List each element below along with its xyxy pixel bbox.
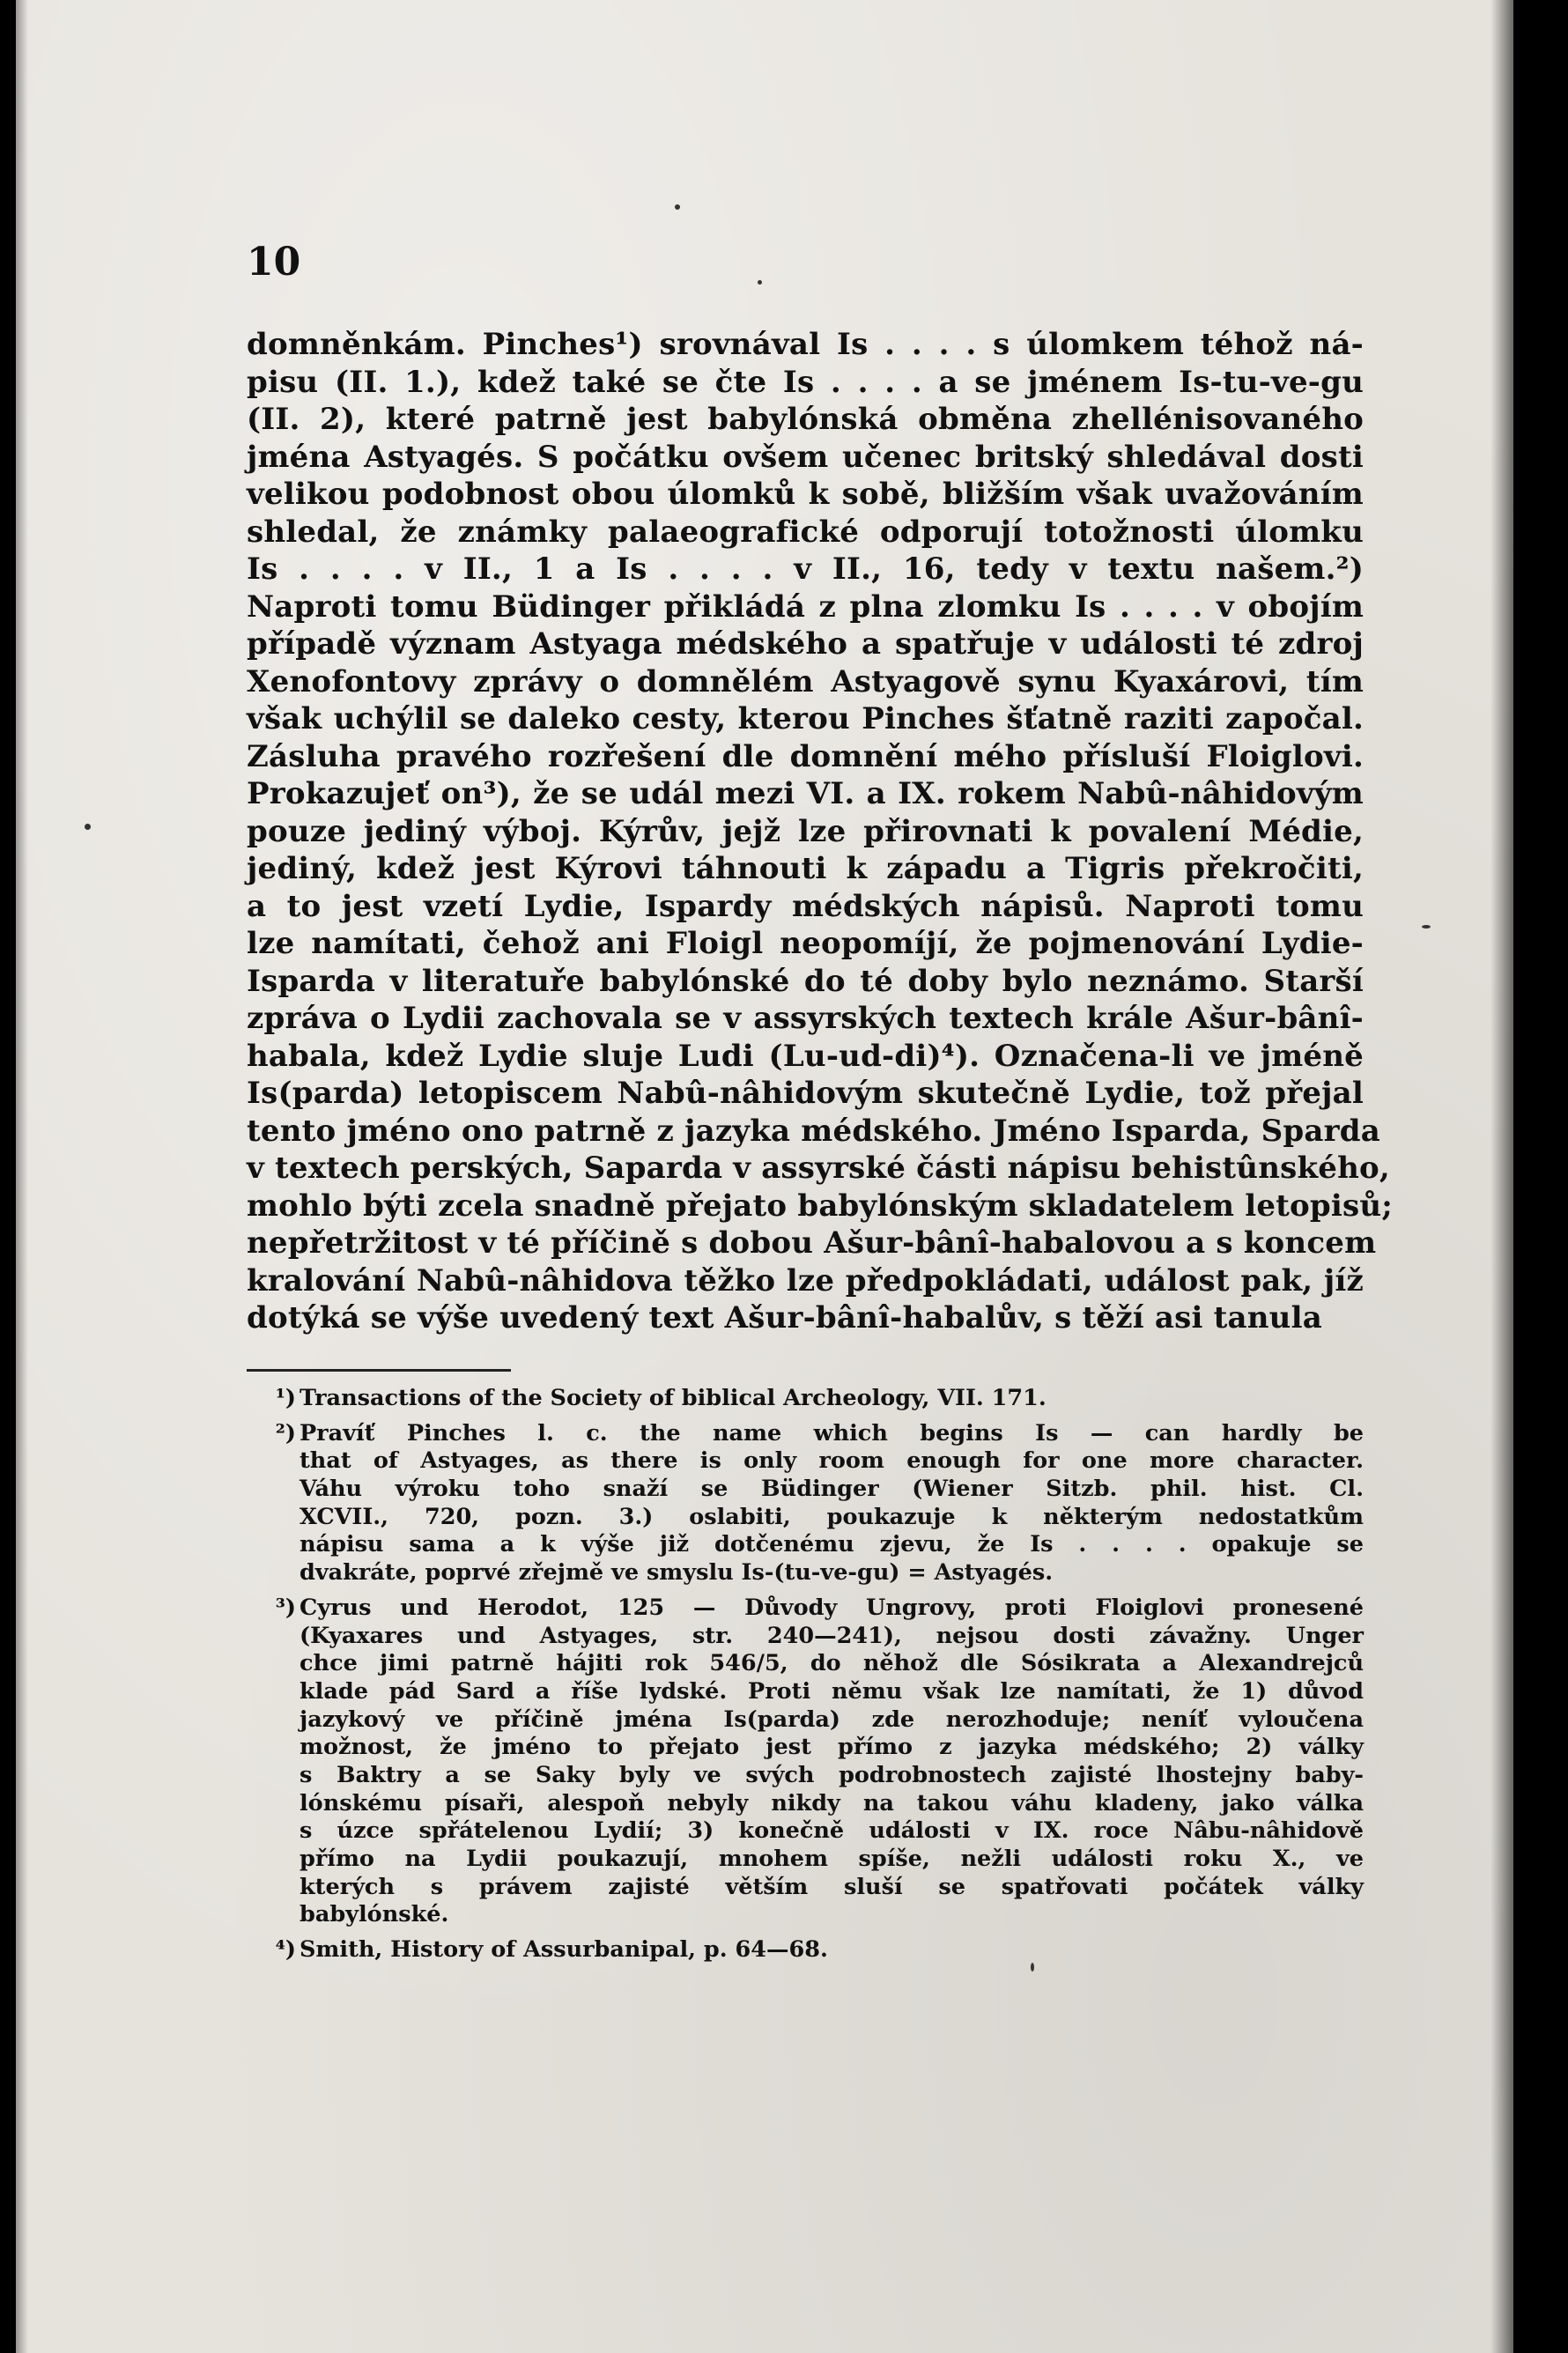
footnote-line: možnost, že jméno to přejato jest přímo z jazyka médského; 2) války xyxy=(300,1734,1364,1761)
footnote-3 xyxy=(275,1594,1364,1929)
body-line: Naproti tomu Büdinger přikládá z plna zlomku Is . . . . v obojím xyxy=(247,588,1364,625)
body-line: však uchýlil se daleko cesty, kterou Pinches šťatně raziti započal. xyxy=(247,701,1364,736)
body-line: Zásluha pravého rozřešení dle domnění mého přísluší Floiglovi. xyxy=(247,738,1364,774)
body-line: Xenofontovy zprávy o domnělém Astyagově synu Kyaxárovi, tím xyxy=(247,663,1364,699)
footnote-marker: ²) xyxy=(275,1419,296,1447)
scan-speck xyxy=(85,824,91,830)
footnote-line: dvakráte, poprvé zřejmě ve smyslu Is-(tu-ve-gu) = Astyagés. xyxy=(300,1559,1054,1587)
scan-speck xyxy=(1031,1963,1034,1972)
footnote-line: Smith, History of Assurbanipal, p. 64—68. xyxy=(300,1936,828,1964)
body-line: Prokazujeť on³), že se udál mezi VI. a IX. rokem Nabû-nâhidovým xyxy=(247,776,1364,811)
page-number: 10 xyxy=(247,240,301,285)
scan-speck xyxy=(758,280,762,285)
footnote-line: Pravíť Pinches l. c. the name which begins Is — can hardly be xyxy=(300,1419,1364,1447)
scan-speck xyxy=(1422,925,1431,929)
body-line: tento jméno ono patrně z jazyka médského. Jméno Isparda, Sparda xyxy=(247,1113,1380,1149)
body-line: velikou podobnost obou úlomků k sobě, bližším však uvažováním xyxy=(247,477,1364,512)
body-line: Isparda v literatuře babylónské do té doby bylo neznámo. Starší xyxy=(247,963,1364,999)
footnote-line: lónskému písaři, alespoň nebyly nikdy na takou váhu kladeny, jako válka xyxy=(300,1789,1364,1817)
body-line: Is . . . . v II., 1 a Is . . . . v II., 16, tedy v textu našem.²) xyxy=(247,551,1364,587)
footnote-line: kterých s právem zajisté větším sluší se spatřovati počátek války xyxy=(300,1873,1364,1900)
body-line: pisu (II. 1.), kdež také se čte Is . . . . a se jménem Is-tu-ve-gu xyxy=(247,364,1364,400)
footnote-line: Váhu výroku toho snaží se Büdinger (Wiener Sitzb. phil. hist. Cl. xyxy=(300,1476,1364,1503)
body-line: a to jest vzetí Lydie, Ispardy médských nápisů. Naproti tomu xyxy=(247,888,1364,924)
body-line: jediný, kdež jest Kýrovi táhnouti k západu a Tigris překročiti, xyxy=(247,851,1364,886)
footnote-line: s Baktry a se Saky byly ve svých podrobnostech zajisté lhostejny baby- xyxy=(300,1761,1364,1788)
footnote-line: XCVII., 720, pozn. 3.) oslabiti, poukazuje k některým nedostatkům xyxy=(300,1503,1364,1530)
footnote-line: s úzce spřátelenou Lydií; 3) konečně události v IX. roce Nâbu-nâhidově xyxy=(300,1817,1364,1845)
body-text xyxy=(247,326,1394,1337)
footnote-marker: ³) xyxy=(275,1594,296,1621)
body-line: případě význam Astyaga médského a spatřuje v události té zdroj xyxy=(247,626,1364,662)
footnote-line: chce jimi patrně hájiti rok 546/5, do něhož dle Sósikrata a Alexandrejců xyxy=(300,1650,1364,1677)
body-line: habala, kdež Lydie sluje Ludi (Lu-ud-di)⁴). Označena-li ve jméně xyxy=(247,1038,1364,1074)
footnote-line: babylónské. xyxy=(300,1901,449,1928)
page-right-shadow xyxy=(1490,0,1513,2353)
footnote-marker: ¹) xyxy=(275,1385,296,1411)
body-line: zpráva o Lydii zachovala se v assyrských textech krále Ašur-bânî- xyxy=(247,1001,1364,1036)
body-line: pouze jediný výboj. Kýrův, jejž lze přirovnati k povalení Médie, xyxy=(247,813,1364,849)
body-line: nepřetržitost v té příčině s dobou Ašur-bânî-habalovou a s koncem xyxy=(247,1225,1377,1261)
footnote-marker: ⁴) xyxy=(275,1936,296,1964)
page-left-shadow xyxy=(16,0,28,2353)
footnote-line: that of Astyages, as there is only room enough for one more character. xyxy=(300,1447,1364,1475)
footnote-4 xyxy=(275,1936,1364,1965)
body-line: (II. 2), které patrně jest babylónská obměna zhellénisovaného xyxy=(247,402,1364,437)
footnote-line: jazykový ve příčině jména Is(parda) zde nerozhoduje; neníť vyloučena xyxy=(300,1706,1364,1733)
body-line: domněnkám. Pinches¹) srovnával Is . . . . s úlomkem téhož ná- xyxy=(247,327,1364,362)
body-line: shledal, že známky palaeografické odporují totožnosti úlomku xyxy=(247,514,1364,550)
body-line: Is(parda) letopiscem Nabû-nâhidovým skutečně Lydie, tož přejal xyxy=(247,1076,1364,1111)
body-line: lze namítati, čehož ani Floigl neopomíjí, že pojmenování Lydie- xyxy=(247,926,1364,961)
body-line: dotýká se výše uvedený text Ašur-bânî-habalův, s těží asi tanula xyxy=(247,1300,1322,1336)
footnote-2 xyxy=(275,1419,1364,1587)
book-page xyxy=(16,0,1513,2353)
footnote-line: klade pád Sard a říše lydské. Proti němu však lze namítati, že 1) důvod xyxy=(300,1677,1364,1705)
footnote-line: (Kyaxares und Astyages, str. 240—241), nejsou dosti závažny. Unger xyxy=(300,1622,1364,1649)
body-line: kralování Nabû-nâhidova těžko lze předpokládati, událost pak, jíž xyxy=(247,1262,1364,1299)
footnote-line: přímo na Lydii poukazují, mnohem spíše, nežli události roku X., ve xyxy=(300,1846,1364,1872)
footnote-1 xyxy=(275,1385,1364,1413)
body-line: jména Astyagés. S počátku ovšem učenec britský shledával dosti xyxy=(247,439,1364,475)
footnote-separator xyxy=(247,1369,511,1372)
body-line: mohlo býti zcela snadně přejato babylónským skladatelem letopisů; xyxy=(247,1188,1394,1224)
footnote-line: nápisu sama a k výše již dotčenému zjevu, že Is . . . . opakuje se xyxy=(300,1531,1364,1558)
footnote-line: Transactions of the Society of biblical Archeology, VII. 171. xyxy=(300,1385,1047,1411)
footnote-line: Cyrus und Herodot, 125 — Důvody Ungrovy, proti Floiglovi pronesené xyxy=(300,1594,1364,1621)
footnotes xyxy=(275,1385,1364,1965)
body-line: v textech perských, Saparda v assyrské části nápisu behistûnského, xyxy=(247,1151,1390,1186)
scan-speck xyxy=(675,204,680,210)
